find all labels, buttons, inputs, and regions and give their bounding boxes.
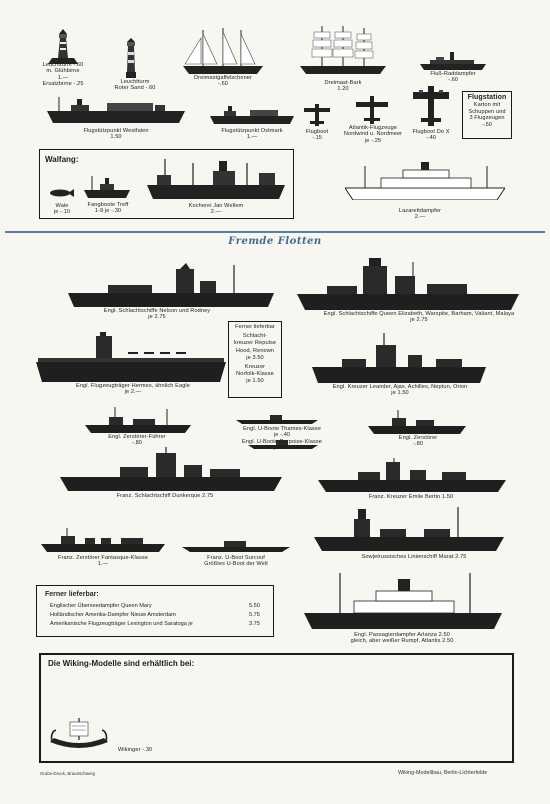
do-x-caption: Flugboot Do X -.40 xyxy=(412,129,450,142)
lighthouse-roter-sand-illustration xyxy=(123,38,139,78)
lazarett-caption: Lazarettdampfer 2.— xyxy=(398,208,442,221)
ferner-row-nieuw-amsterdam: Holländischer Amerika-Dampfer Nieuw Amsterdam xyxy=(50,612,176,618)
flugstation-title: Flugstation xyxy=(467,94,507,101)
uboote-caption: Engl. U-Boote Thames-Klasse je -.40 Engl. U-Boote Porpoise-Klasse je -.40 xyxy=(241,426,322,452)
flugstation-box xyxy=(462,91,512,139)
kocherei-caption: Kocherei Jan Wellem 2.— xyxy=(188,203,244,216)
flugboot-caption: Flugboot -.15 xyxy=(305,129,329,142)
nelson-caption: Engl. Schlachtschiffe Nelson und Rodney je 2.75 xyxy=(103,308,211,321)
emile-bertin-illustration xyxy=(318,458,506,492)
whale-illustration xyxy=(50,189,74,197)
lighthouse-caption: Leuchtturm -.60 m. Glühbirne 1.— Ersatzbirne -.25 xyxy=(42,62,84,88)
arlanza-illustration xyxy=(304,573,502,629)
hermes-illustration xyxy=(36,332,226,382)
queen-elizabeth-illustration xyxy=(297,258,519,310)
nelson-illustration xyxy=(68,263,274,307)
leander-caption: Engl. Kreuzer Leander, Ajax, Achilles, Neptun, Orion je 1.50 xyxy=(332,384,468,397)
paddle-steamer-caption: Fluß-Raddampfer -.60 xyxy=(430,71,476,84)
marat-illustration xyxy=(314,505,504,551)
wikinger-caption: Wikinger -.30 xyxy=(118,747,153,753)
zerstoerer-illustration xyxy=(368,410,466,434)
fangboote-caption: Fangboote Treff 1-9 je -.30 xyxy=(87,202,129,215)
section-title: Fremde Flotten xyxy=(228,236,322,247)
schooner-illustration xyxy=(183,28,263,74)
westfalen-illustration xyxy=(47,97,185,123)
ferner-row-queen-mary: Englischer Überseedampfer Queen Mary xyxy=(50,603,152,609)
surcouf-caption: Franz. U-Boot Surcouf Größtes U-Boot der Welt xyxy=(204,555,268,568)
flugstation-caption: Karton mit Schuppen und 3 Flugzeugen -.50 xyxy=(468,102,506,128)
arlanza-caption: Engl. Passagierdampfer Arlanza 2.50 gleich, aber weißer Rumpf, Atlantis 2.50 xyxy=(350,632,454,645)
viking-ship-illustration xyxy=(50,718,108,754)
ostmark-illustration xyxy=(210,106,294,124)
atlantik-caption: Atlantik-Flugzeuge Nordwind u. Nordmeer je -.25 xyxy=(343,125,403,144)
ferner-lieferbar-box xyxy=(228,321,282,398)
dunkerque-illustration xyxy=(60,447,282,491)
zerstoerer-fuehrer-illustration xyxy=(85,407,191,433)
ferner-row-queen-mary-price: 5.50 xyxy=(249,603,260,609)
schooner-caption: Dreimastgaffelschoner -.60 xyxy=(194,75,252,88)
bark-caption: Dreimast-Bark 1.20 xyxy=(324,80,362,93)
retailer-box-title: Die Wiking-Modelle sind erhältlich bei: xyxy=(48,659,195,668)
leander-illustration xyxy=(312,333,486,383)
retailer-box xyxy=(39,653,514,763)
fantasque-caption: Franz. Zerstörer Fantasque-Klasse 1.— xyxy=(57,555,149,568)
bark-illustration xyxy=(300,26,386,74)
fangboot-illustration xyxy=(84,176,130,198)
ferner-row-lexington: Amerikanische Flugzeugträger Lexington und Saratoga je xyxy=(50,621,193,627)
ostmark-caption: Flugstützpunkt Ostmark 1.— xyxy=(221,128,283,141)
kocherei-illustration xyxy=(147,157,285,199)
ferner-row-nieuw-amsterdam-price: 5.75 xyxy=(249,612,260,618)
ferner-lieferbar-caption: Ferner lieferbar Schlacht- kreuzer Repulse Hood, Renown je 3.50 Kreuzer Norfolk-Klasse je 1.50 xyxy=(233,324,277,385)
section-divider xyxy=(5,231,545,233)
hermes-caption: Engl. Flugzeugträger Hermes, ähnlich Eagle je 2.— xyxy=(76,383,190,396)
walfang-title: Walfang: xyxy=(45,155,79,164)
footer-publisher: Wiking-Modellbau, Berlin-Lichterfelde xyxy=(398,770,488,776)
lighthouse-roter-sand-caption: Leuchtturm Roter Sand -.60 xyxy=(114,79,156,92)
lazarett-illustration xyxy=(345,162,505,200)
zerstoerer-caption: Engl. Zerstörer -.80 xyxy=(398,435,438,448)
zerstoerer-fuehrer-caption: Engl. Zerstörer-Führer -.80 xyxy=(108,434,166,447)
ferner-row-lexington-price: 3.75 xyxy=(249,621,260,627)
dunkerque-caption: Franz. Schlachtschiff Dunkerque 2.75 xyxy=(116,493,214,499)
atlantik-plane-illustration xyxy=(356,96,388,124)
ferner-list-box xyxy=(36,585,274,637)
westfalen-caption: Flugstützpunkt Westfalen 1.50 xyxy=(83,128,149,141)
footer-printer: Grubs-Druck, Braunschweig xyxy=(40,771,95,776)
surcouf-illustration xyxy=(182,540,290,552)
emile-bertin-caption: Franz. Kreuzer Emile Bertin 1.50 xyxy=(368,494,454,500)
ferner-list-title: Ferner lieferbar: xyxy=(45,591,99,598)
marat-caption: Sowjetrussisches Linienschiff Marat 2.75 xyxy=(361,554,467,560)
flugboot-plane-illustration xyxy=(304,104,330,126)
wale-caption: Wale je -.10 xyxy=(53,203,71,216)
do-x-plane-illustration xyxy=(413,86,449,126)
queen-elizabeth-caption: Engl. Schlachtschiffe Queen Elizabeth, Warspite, Barham, Valiant, Malaya je 2.75 xyxy=(323,311,515,324)
lighthouse-illustration xyxy=(46,28,80,64)
uboot-thames-illustration xyxy=(236,414,318,424)
fantasque-illustration xyxy=(41,528,165,552)
paddle-steamer-illustration xyxy=(420,52,486,70)
